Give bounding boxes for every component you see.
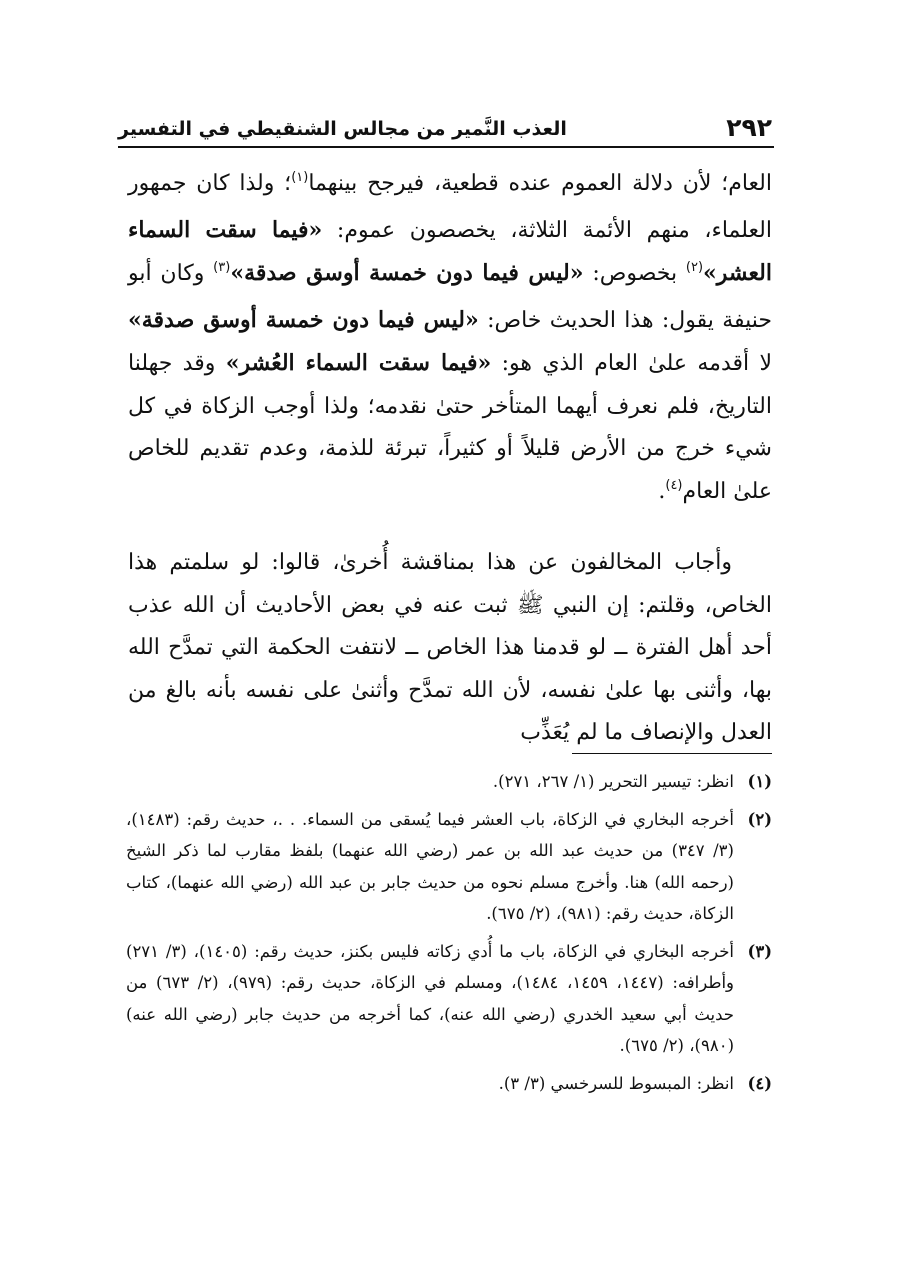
footnote-4	[126, 1068, 772, 1100]
text-run: .	[658, 478, 666, 504]
page-number: ٢٩٢	[726, 113, 772, 142]
hadith-quote: «فيما سقت السماء العشر»	[128, 216, 772, 286]
text-run: ؛ ولذا كان جمهور العلماء، منهم الأئمة الثلاثة، يخصصون عموم:	[128, 171, 772, 243]
footnote-ref-3[interactable]: (٣)	[213, 260, 231, 275]
text-run: بخصوص:	[583, 261, 686, 286]
footnote-number: (٢)	[747, 809, 772, 829]
footnote-text: أخرجه البخاري في الزكاة، باب ما أُدي زكاته فليس بكنز، حديث رقم: (١٤٠٥)، (٣/ ٢٧١) وأطرافه: (١٤٤٧، ١٤٥٩، ١٤٨٤)، ومسلم في الزكاة، حديث رقم: (٩٧٩)، (٢/ ٦٧٣) من حديث أبي سعيد الخدري (رضي الله عنه)، كما أخرجه من حديث جابر (رضي الله عنه) (٩٨٠)، (٢/ ٦٧٥).	[126, 941, 734, 1055]
footnote-3	[126, 936, 772, 1062]
text-run: العام؛ لأن دلالة العموم عنده قطعية، فيرجح بينهما	[308, 171, 772, 196]
footnotes	[126, 766, 772, 1105]
main-text	[128, 163, 772, 755]
footnote-number: (٣)	[747, 941, 772, 961]
footnote-ref-4[interactable]: (٤)	[665, 477, 683, 493]
footnote-separator	[572, 753, 772, 754]
footnote-text: انظر: المبسوط للسرخسي (٣/ ٣).	[498, 1073, 734, 1093]
running-header	[118, 104, 774, 148]
hadith-quote: «ليس فيما دون خمسة أوسق صدقة»	[128, 306, 479, 333]
hadith-quote: «ليس فيما دون خمسة أوسق صدقة»	[230, 260, 584, 286]
footnote-number: (٤)	[747, 1073, 772, 1093]
footnote-2	[126, 804, 772, 930]
footnote-ref-2[interactable]: (٢)	[685, 260, 704, 275]
paragraph-2: وأجاب المخالفون عن هذا بمناقشة أُخرىٰ، قالوا: لو سلمتم هذا الخاص، وقلتم: إن النبي ﷺ ثبت عنه في بعض الأحاديث أن الله عذب أحد أهل الفترة ــ لو قدمنا هذا الخاص ــ لانتفت الحكمة التي تمدَّح الله بها، وأثنى بها علىٰ نفسه، لأن الله تمدَّح وأثنىٰ على نفسه بأنه بالغ من العدل والإنصاف ما لم يُعَذِّب	[128, 550, 772, 745]
paragraph-1	[128, 163, 772, 516]
footnote-text: أخرجه البخاري في الزكاة، باب العشر فيما يُسقى من السماء. . .، حديث رقم: (١٤٨٣)، (٣/ ٣٤٧) من حديث عبد الله بن عمر (رضي الله عنهما) بلفظ مقارب لما ذكر الشيخ (رحمه الله) هنا. وأخرج مسلم نحوه من حديث جابر بن عبد الله (رضي الله عنهما)، كتاب الزكاة، حديث رقم: (٩٨١)، (٢/ ٦٧٥).	[126, 809, 734, 923]
footnote-1	[126, 766, 772, 798]
footnote-ref-1[interactable]: (١)	[291, 170, 309, 185]
text-run: وقد جهلنا التاريخ، فلم نعرف أيهما المتأخر حتىٰ نقدمه؛ ولذا أوجب الزكاة في كل شيء خرج من الأرض قليلاً أو كثيراً، تبرئة للذمة، وعدم تقديم للخاص علىٰ العام	[128, 351, 772, 504]
footnote-text: انظر: تيسير التحرير (١/ ٢٦٧، ٢٧١).	[492, 772, 734, 791]
hadith-quote: «فيما سقت السماء العُشر»	[225, 350, 492, 376]
text-run: وكان أبو حنيفة يقول: هذا الحديث خاص:	[128, 261, 772, 333]
book-title: العذب النَّمير من مجالس الشنقيطي في التفسير	[118, 118, 567, 140]
footnote-number: (١)	[747, 772, 772, 791]
text-run: لا أقدمه علىٰ العام الذي هو:	[491, 351, 772, 376]
